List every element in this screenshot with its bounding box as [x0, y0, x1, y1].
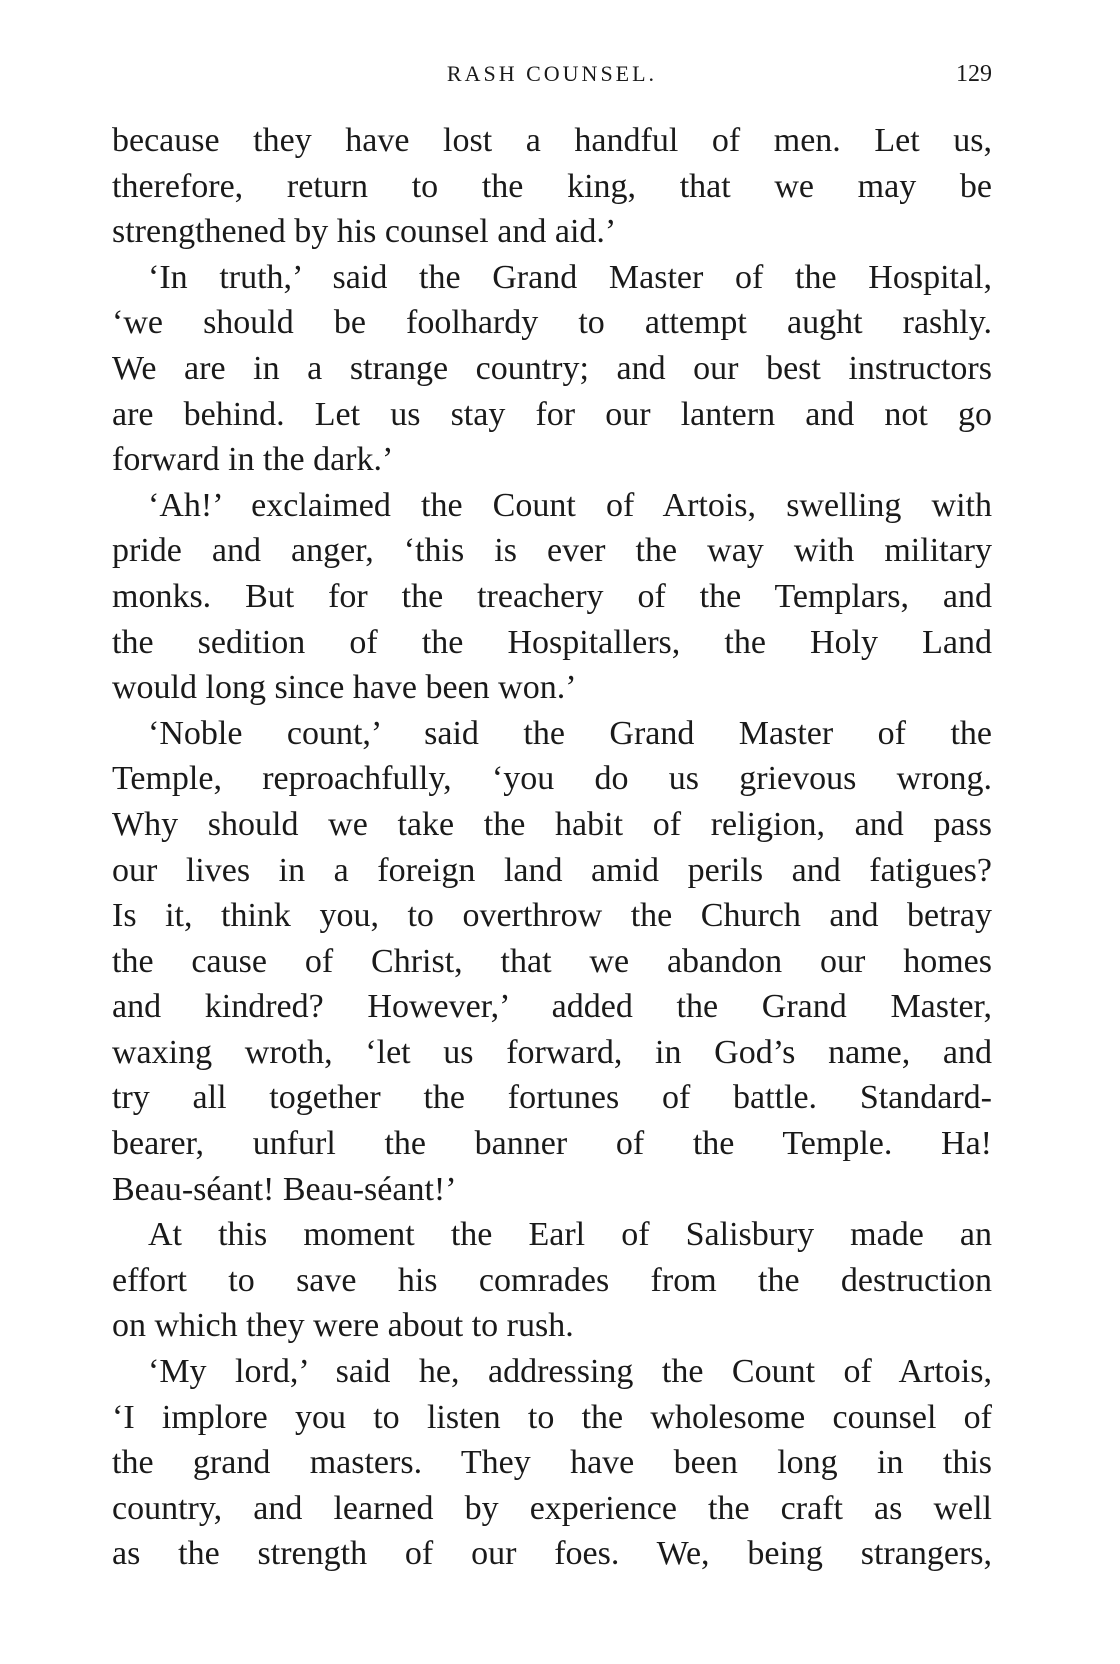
text-line: on which they were about to rush.: [112, 1307, 574, 1345]
text-line: and kindred? However,’ added the Grand Master,: [112, 988, 992, 1026]
running-head: [112, 54, 992, 94]
text-line: We are in a strange country; and our best instructors: [112, 349, 992, 387]
text-line: try all together the fortunes of battle. Standard-: [112, 1079, 992, 1117]
text-line: ‘I implore you to listen to the wholesome counsel of: [112, 1398, 992, 1436]
text-line: Temple, reproachfully, ‘you do us grievous wrong.: [112, 760, 992, 798]
text-line: the grand masters. They have been long in this: [112, 1444, 992, 1482]
text-line: country, and learned by experience the craft as well: [112, 1489, 992, 1527]
text-line: At this moment the Earl of Salisbury made an: [148, 1216, 992, 1254]
text-line: bearer, unfurl the banner of the Temple. Ha!: [112, 1125, 992, 1163]
text-line: waxing wroth, ‘let us forward, in God’s name, and: [112, 1033, 992, 1071]
page-number: 129: [956, 61, 992, 87]
text-line: forward in the dark.’: [112, 441, 394, 479]
text-line: Is it, think you, to overthrow the Church and betray: [112, 897, 992, 935]
text-line: ‘we should be foolhardy to attempt aught rashly.: [112, 304, 992, 342]
text-line: the sedition of the Hospitallers, the Holy Land: [112, 623, 992, 661]
text-line: our lives in a foreign land amid perils and fatigues?: [112, 851, 992, 889]
text-line: ‘In truth,’ said the Grand Master of the Hospital,: [148, 258, 992, 296]
body-text: [112, 118, 992, 1577]
text-line: Why should we take the habit of religion, and pass: [112, 805, 992, 843]
text-line: ‘My lord,’ said he, addressing the Count of Artois,: [148, 1353, 992, 1391]
text-line: monks. But for the treachery of the Templars, and: [112, 577, 992, 615]
text-line: because they have lost a handful of men. Let us,: [112, 122, 992, 159]
running-title: RASH COUNSEL.: [446, 61, 658, 86]
text-line: the cause of Christ, that we abandon our homes: [112, 942, 992, 980]
text-line: Beau-séant! Beau-séant!’: [112, 1170, 457, 1208]
text-line: strengthened by his counsel and aid.’: [112, 213, 617, 251]
text-line: pride and anger, ‘this is ever the way with military: [112, 532, 992, 570]
text-line: effort to save his comrades from the destruction: [112, 1261, 992, 1299]
text-line: therefore, return to the king, that we may be: [112, 167, 992, 205]
text-line: ‘Noble count,’ said the Grand Master of the: [148, 714, 992, 752]
text-line: as the strength of our foes. We, being strangers,: [112, 1535, 992, 1573]
text-line: are behind. Let us stay for our lantern and not go: [112, 395, 992, 433]
text-line: would long since have been won.’: [112, 669, 577, 707]
text-line: ‘Ah!’ exclaimed the Count of Artois, swelling with: [148, 486, 992, 524]
